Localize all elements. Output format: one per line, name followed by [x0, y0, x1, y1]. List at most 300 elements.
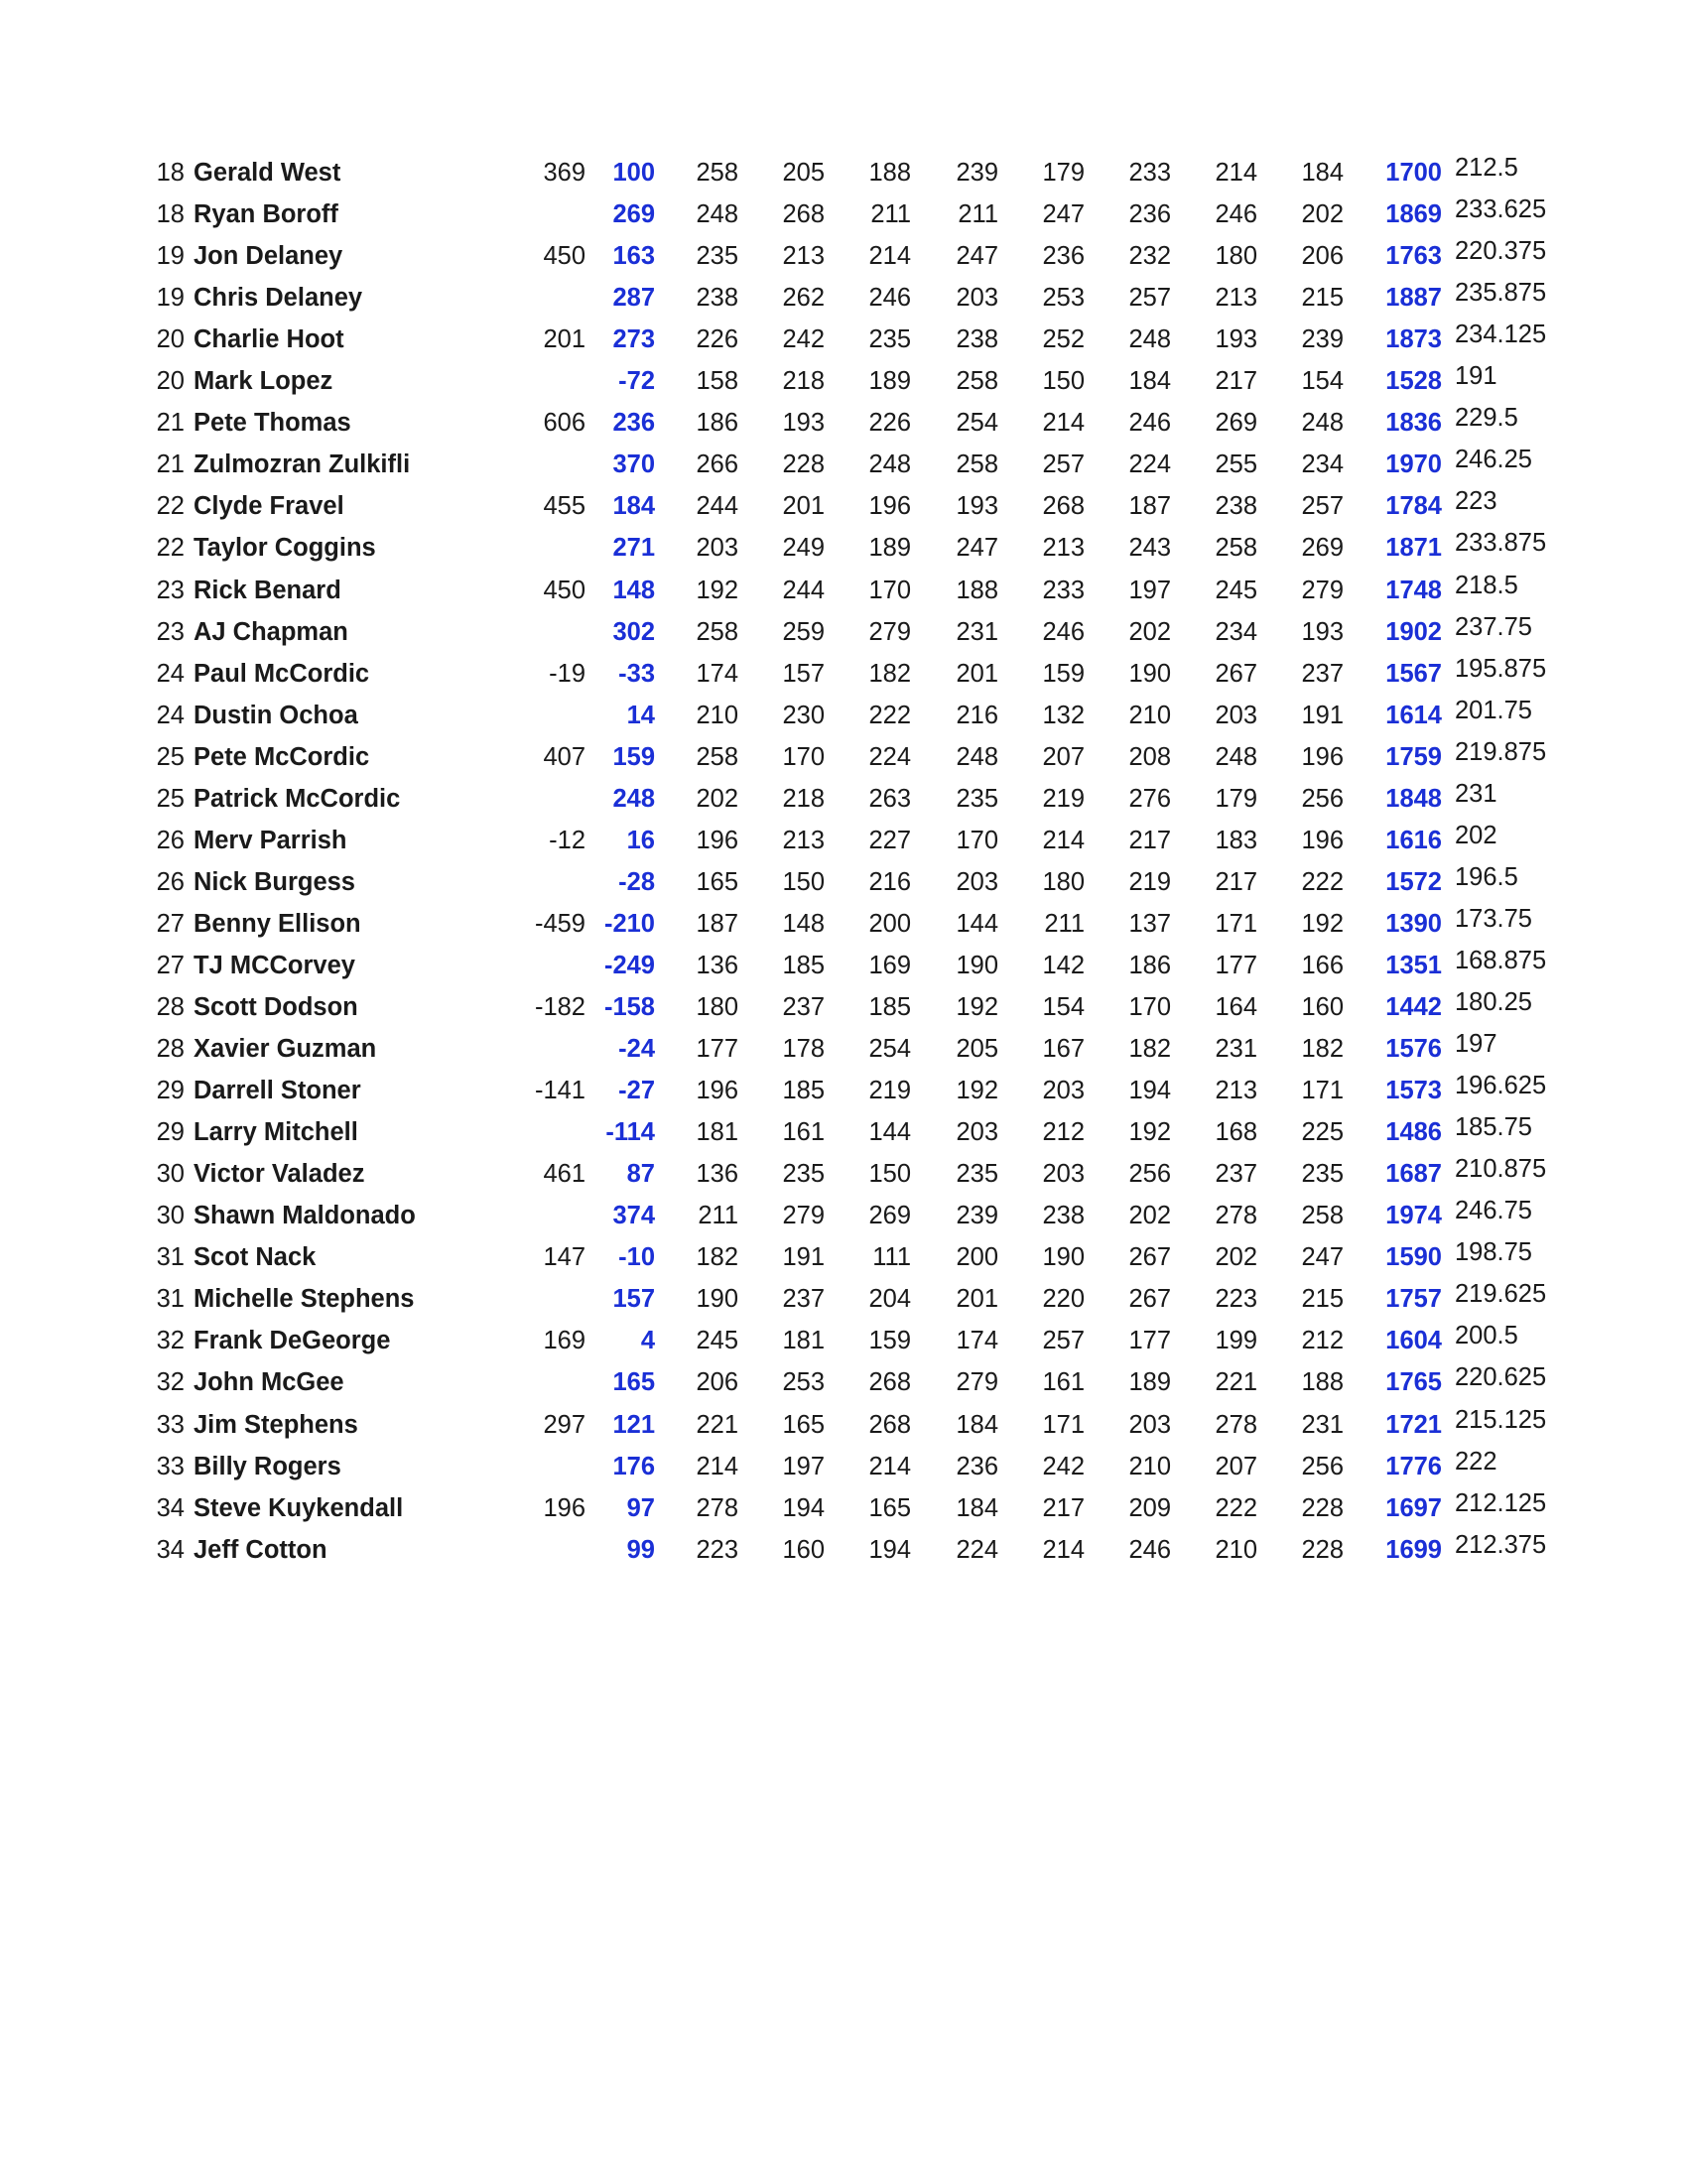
game-score: 213	[782, 242, 825, 270]
bowler-name: Jon Delaney	[194, 242, 343, 270]
game-score: 235	[782, 1160, 825, 1188]
game-score: 196	[696, 827, 738, 854]
average-value: 231	[1455, 780, 1497, 808]
game-score: 197	[782, 1453, 825, 1480]
game-score: 231	[1301, 1411, 1344, 1439]
game-score: 136	[696, 1160, 738, 1188]
bowler-name: TJ MCCorvey	[194, 952, 355, 979]
game-score: 132	[1042, 702, 1085, 729]
game-score: 144	[956, 910, 998, 938]
game-score: 159	[1042, 660, 1085, 688]
game-score: 194	[782, 1494, 825, 1522]
table-row	[0, 1320, 1688, 1361]
net-value: 159	[612, 743, 655, 771]
game-score: 201	[956, 1285, 998, 1313]
game-score: 215	[1301, 1285, 1344, 1313]
bowler-name: Larry Mitchell	[194, 1118, 358, 1146]
game-score: 166	[1301, 952, 1344, 979]
game-score: 221	[1215, 1368, 1257, 1396]
average-value: 210.875	[1455, 1155, 1547, 1183]
bowler-name: Patrick McCordic	[194, 785, 401, 813]
total-pins: 1572	[1385, 868, 1442, 896]
game-score: 182	[1301, 1035, 1344, 1063]
game-score: 257	[1301, 492, 1344, 520]
net-value: 248	[612, 785, 655, 813]
average-value: 202	[1455, 822, 1497, 849]
series-value: -12	[549, 827, 585, 854]
table-row	[0, 527, 1688, 569]
net-value: 287	[612, 284, 655, 312]
total-pins: 1528	[1385, 367, 1442, 395]
game-score: 252	[1042, 325, 1085, 353]
game-score: 171	[1215, 910, 1257, 938]
net-value: -72	[618, 367, 655, 395]
game-score: 187	[696, 910, 738, 938]
average-value: 219.875	[1455, 738, 1547, 766]
net-value: 184	[612, 492, 655, 520]
series-value: 606	[543, 409, 585, 437]
total-pins: 1836	[1385, 409, 1442, 437]
bowler-name: Scot Nack	[194, 1243, 317, 1271]
game-score: 197	[1128, 577, 1171, 604]
game-score: 199	[1215, 1327, 1257, 1354]
game-score: 219	[1042, 785, 1085, 813]
game-score: 170	[782, 743, 825, 771]
game-score: 188	[1301, 1368, 1344, 1396]
total-pins: 1567	[1385, 660, 1442, 688]
game-score: 278	[1215, 1202, 1257, 1229]
game-score: 181	[696, 1118, 738, 1146]
average-value: 215.125	[1455, 1406, 1547, 1434]
game-score: 238	[696, 284, 738, 312]
series-value: 455	[543, 492, 585, 520]
team-number: 30	[156, 1202, 185, 1229]
game-score: 234	[1215, 618, 1257, 646]
game-score: 213	[1042, 534, 1085, 562]
game-score: 165	[696, 868, 738, 896]
net-value: -24	[618, 1035, 655, 1063]
net-value: 271	[612, 534, 655, 562]
game-score: 190	[1042, 1243, 1085, 1271]
series-value: 450	[543, 577, 585, 604]
game-score: 179	[1042, 159, 1085, 187]
team-number: 33	[156, 1411, 185, 1439]
game-score: 237	[1301, 660, 1344, 688]
game-score: 214	[1042, 409, 1085, 437]
average-value: 185.75	[1455, 1113, 1532, 1141]
average-value: 212.5	[1455, 154, 1518, 182]
average-value: 168.875	[1455, 947, 1547, 974]
game-score: 200	[956, 1243, 998, 1271]
bowler-name: Michelle Stephens	[194, 1285, 415, 1313]
game-score: 189	[868, 367, 911, 395]
game-score: 224	[956, 1536, 998, 1564]
game-score: 247	[956, 242, 998, 270]
average-value: 246.75	[1455, 1197, 1532, 1224]
table-row	[0, 402, 1688, 444]
game-score: 205	[956, 1035, 998, 1063]
game-score: 190	[956, 952, 998, 979]
average-value: 246.25	[1455, 446, 1532, 473]
game-score: 258	[696, 743, 738, 771]
net-value: -210	[603, 910, 655, 938]
total-pins: 1614	[1385, 702, 1442, 729]
game-score: 258	[1215, 534, 1257, 562]
net-value: 165	[612, 1368, 655, 1396]
net-value: 87	[626, 1160, 655, 1188]
average-value: 196.625	[1455, 1072, 1547, 1099]
game-score: 170	[868, 577, 911, 604]
team-number: 23	[156, 618, 185, 646]
team-number: 32	[156, 1368, 185, 1396]
game-score: 169	[868, 952, 911, 979]
bowler-name: Chris Delaney	[194, 284, 363, 312]
game-score: 174	[956, 1327, 998, 1354]
game-score: 230	[782, 702, 825, 729]
game-score: 150	[1042, 367, 1085, 395]
game-score: 165	[868, 1494, 911, 1522]
game-score: 178	[782, 1035, 825, 1063]
game-score: 192	[696, 577, 738, 604]
game-score: 202	[1301, 200, 1344, 228]
game-score: 238	[956, 325, 998, 353]
game-score: 203	[1042, 1077, 1085, 1104]
game-score: 254	[956, 409, 998, 437]
game-score: 258	[956, 367, 998, 395]
table-row	[0, 653, 1688, 695]
game-score: 237	[782, 1285, 825, 1313]
game-score: 202	[1128, 618, 1171, 646]
game-score: 184	[956, 1411, 998, 1439]
team-number: 27	[156, 910, 185, 938]
series-value: 461	[543, 1160, 585, 1188]
game-score: 267	[1128, 1285, 1171, 1313]
net-value: -10	[618, 1243, 655, 1271]
table-row	[0, 235, 1688, 277]
team-number: 25	[156, 785, 185, 813]
game-score: 217	[1215, 367, 1257, 395]
game-score: 237	[782, 993, 825, 1021]
table-row	[0, 1487, 1688, 1529]
game-score: 183	[1215, 827, 1257, 854]
game-score: 186	[1128, 952, 1171, 979]
game-score: 196	[868, 492, 911, 520]
bowler-name: John McGee	[194, 1368, 344, 1396]
net-value: 269	[612, 200, 655, 228]
game-score: 185	[782, 952, 825, 979]
game-score: 239	[1301, 325, 1344, 353]
game-score: 184	[956, 1494, 998, 1522]
game-score: 182	[868, 660, 911, 688]
game-score: 238	[1215, 492, 1257, 520]
game-score: 245	[696, 1327, 738, 1354]
average-value: 219.625	[1455, 1280, 1547, 1308]
game-score: 224	[1128, 450, 1171, 478]
table-row	[0, 778, 1688, 820]
game-score: 215	[1301, 284, 1344, 312]
game-score: 213	[782, 827, 825, 854]
bowler-name: Ryan Boroff	[194, 200, 338, 228]
game-score: 200	[868, 910, 911, 938]
game-score: 137	[1128, 910, 1171, 938]
bowler-name: Pete McCordic	[194, 743, 370, 771]
total-pins: 1759	[1385, 743, 1442, 771]
game-score: 193	[1301, 618, 1344, 646]
game-score: 235	[696, 242, 738, 270]
game-score: 222	[868, 702, 911, 729]
net-value: -158	[603, 993, 655, 1021]
bowler-name: Jeff Cotton	[194, 1536, 327, 1564]
series-value: -182	[534, 993, 585, 1021]
total-pins: 1573	[1385, 1077, 1442, 1104]
net-value: 370	[612, 450, 655, 478]
series-value: -459	[534, 910, 585, 938]
bowler-name: Nick Burgess	[194, 868, 355, 896]
bowler-name: Merv Parrish	[194, 827, 347, 854]
total-pins: 1604	[1385, 1327, 1442, 1354]
game-score: 188	[956, 577, 998, 604]
table-row	[0, 1236, 1688, 1278]
total-pins: 1486	[1385, 1118, 1442, 1146]
game-score: 258	[956, 450, 998, 478]
game-score: 228	[782, 450, 825, 478]
game-score: 256	[1301, 1453, 1344, 1480]
net-value: 302	[612, 618, 655, 646]
game-score: 226	[868, 409, 911, 437]
team-number: 33	[156, 1453, 185, 1480]
game-score: 196	[1301, 827, 1344, 854]
average-value: 235.875	[1455, 279, 1547, 307]
game-score: 196	[1301, 743, 1344, 771]
average-value: 195.875	[1455, 655, 1547, 683]
total-pins: 1390	[1385, 910, 1442, 938]
net-value: -114	[605, 1118, 655, 1146]
table-row	[0, 570, 1688, 611]
game-score: 157	[782, 660, 825, 688]
game-score: 214	[868, 242, 911, 270]
game-score: 246	[1128, 409, 1171, 437]
game-score: 190	[1128, 660, 1171, 688]
series-value: 169	[543, 1327, 585, 1354]
series-value: 369	[543, 159, 585, 187]
game-score: 211	[958, 200, 998, 228]
game-score: 246	[1128, 1536, 1171, 1564]
table-row	[0, 193, 1688, 235]
total-pins: 1576	[1385, 1035, 1442, 1063]
bowler-name: Scott Dodson	[194, 993, 358, 1021]
game-score: 233	[1128, 159, 1171, 187]
game-score: 231	[956, 618, 998, 646]
team-number: 22	[156, 492, 185, 520]
game-score: 158	[696, 367, 738, 395]
game-score: 247	[956, 534, 998, 562]
game-score: 161	[782, 1118, 825, 1146]
game-score: 202	[1128, 1202, 1171, 1229]
bowler-name: Frank DeGeorge	[194, 1327, 391, 1354]
team-number: 29	[156, 1118, 185, 1146]
table-row	[0, 1529, 1688, 1571]
game-score: 246	[1042, 618, 1085, 646]
table-row	[0, 695, 1688, 736]
game-score: 189	[868, 534, 911, 562]
game-score: 194	[1128, 1077, 1171, 1104]
average-value: 220.375	[1455, 237, 1547, 265]
game-score: 203	[1128, 1411, 1171, 1439]
game-score: 210	[1215, 1536, 1257, 1564]
team-number: 31	[156, 1243, 185, 1271]
game-score: 171	[1042, 1411, 1085, 1439]
game-score: 136	[696, 952, 738, 979]
game-score: 257	[1128, 284, 1171, 312]
bowler-name: Darrell Stoner	[194, 1077, 361, 1104]
game-score: 233	[1042, 577, 1085, 604]
game-score: 228	[1301, 1494, 1344, 1522]
game-score: 212	[1301, 1327, 1344, 1354]
game-score: 193	[1215, 325, 1257, 353]
team-number: 32	[156, 1327, 185, 1354]
team-number: 27	[156, 952, 185, 979]
game-score: 190	[696, 1285, 738, 1313]
game-score: 235	[1301, 1160, 1344, 1188]
net-value: -27	[618, 1077, 655, 1104]
net-value: 163	[612, 242, 655, 270]
game-score: 266	[696, 450, 738, 478]
game-score: 214	[1042, 827, 1085, 854]
average-value: 198.75	[1455, 1238, 1532, 1266]
game-score: 234	[1301, 450, 1344, 478]
net-value: 97	[626, 1494, 655, 1522]
game-score: 185	[868, 993, 911, 1021]
game-score: 225	[1301, 1118, 1344, 1146]
game-score: 269	[1215, 409, 1257, 437]
team-number: 22	[156, 534, 185, 562]
game-score: 247	[1042, 200, 1085, 228]
team-number: 24	[156, 702, 185, 729]
game-score: 248	[1215, 743, 1257, 771]
game-score: 111	[872, 1243, 911, 1271]
team-number: 24	[156, 660, 185, 688]
table-row	[0, 152, 1688, 193]
game-score: 192	[1301, 910, 1344, 938]
game-score: 218	[782, 367, 825, 395]
game-score: 267	[1128, 1243, 1171, 1271]
total-pins: 1721	[1385, 1411, 1442, 1439]
average-value: 200.5	[1455, 1322, 1518, 1349]
game-score: 186	[696, 409, 738, 437]
game-score: 236	[1042, 242, 1085, 270]
game-score: 192	[956, 1077, 998, 1104]
game-score: 239	[956, 159, 998, 187]
game-score: 191	[782, 1243, 825, 1271]
game-score: 257	[1042, 450, 1085, 478]
table-row	[0, 820, 1688, 861]
game-score: 217	[1128, 827, 1171, 854]
game-score: 207	[1215, 1453, 1257, 1480]
total-pins: 1590	[1385, 1243, 1442, 1271]
game-score: 216	[956, 702, 998, 729]
series-value: 450	[543, 242, 585, 270]
table-row	[0, 1153, 1688, 1195]
game-score: 213	[1215, 1077, 1257, 1104]
game-score: 258	[696, 159, 738, 187]
total-pins: 1699	[1385, 1536, 1442, 1564]
bowler-name: Pete Thomas	[194, 409, 351, 437]
game-score: 214	[1215, 159, 1257, 187]
game-score: 227	[868, 827, 911, 854]
table-row	[0, 277, 1688, 319]
game-score: 203	[956, 1118, 998, 1146]
total-pins: 1869	[1385, 200, 1442, 228]
game-score: 243	[1128, 534, 1171, 562]
game-score: 242	[1042, 1453, 1085, 1480]
game-score: 245	[1215, 577, 1257, 604]
game-score: 268	[782, 200, 825, 228]
average-value: 197	[1455, 1030, 1497, 1058]
game-score: 248	[1301, 409, 1344, 437]
game-score: 235	[956, 785, 998, 813]
total-pins: 1848	[1385, 785, 1442, 813]
game-score: 253	[1042, 284, 1085, 312]
table-row	[0, 1446, 1688, 1487]
game-score: 168	[1215, 1118, 1257, 1146]
bowler-name: Billy Rogers	[194, 1453, 341, 1480]
game-score: 165	[782, 1411, 825, 1439]
game-score: 174	[696, 660, 738, 688]
net-value: 374	[612, 1202, 655, 1229]
game-score: 182	[696, 1243, 738, 1271]
game-score: 258	[1301, 1202, 1344, 1229]
game-score: 246	[1215, 200, 1257, 228]
team-number: 23	[156, 577, 185, 604]
game-score: 210	[696, 702, 738, 729]
team-number: 21	[156, 450, 185, 478]
game-score: 249	[782, 534, 825, 562]
game-score: 214	[1042, 1536, 1085, 1564]
total-pins: 1616	[1385, 827, 1442, 854]
total-pins: 1687	[1385, 1160, 1442, 1188]
team-number: 20	[156, 325, 185, 353]
game-score: 256	[1301, 785, 1344, 813]
average-value: 212.375	[1455, 1531, 1547, 1559]
table-row	[0, 1404, 1688, 1446]
game-score: 214	[868, 1453, 911, 1480]
total-pins: 1902	[1385, 618, 1442, 646]
game-score: 228	[1301, 1536, 1344, 1564]
table-row	[0, 903, 1688, 945]
game-score: 203	[1042, 1160, 1085, 1188]
net-value: -28	[618, 868, 655, 896]
game-score: 279	[782, 1202, 825, 1229]
table-row	[0, 986, 1688, 1028]
game-score: 248	[868, 450, 911, 478]
team-number: 26	[156, 868, 185, 896]
bowler-name: Taylor Coggins	[194, 534, 376, 562]
series-value: 297	[543, 1411, 585, 1439]
game-score: 238	[1042, 1202, 1085, 1229]
net-value: 99	[626, 1536, 655, 1564]
game-score: 185	[782, 1077, 825, 1104]
team-number: 20	[156, 367, 185, 395]
table-row	[0, 1111, 1688, 1153]
bowler-name: Jim Stephens	[194, 1411, 358, 1439]
net-value: 148	[612, 577, 655, 604]
series-value: -19	[549, 660, 585, 688]
game-score: 209	[1128, 1494, 1171, 1522]
team-number: 25	[156, 743, 185, 771]
game-score: 208	[1128, 743, 1171, 771]
game-score: 154	[1301, 367, 1344, 395]
bowler-name: Benny Ellison	[194, 910, 361, 938]
